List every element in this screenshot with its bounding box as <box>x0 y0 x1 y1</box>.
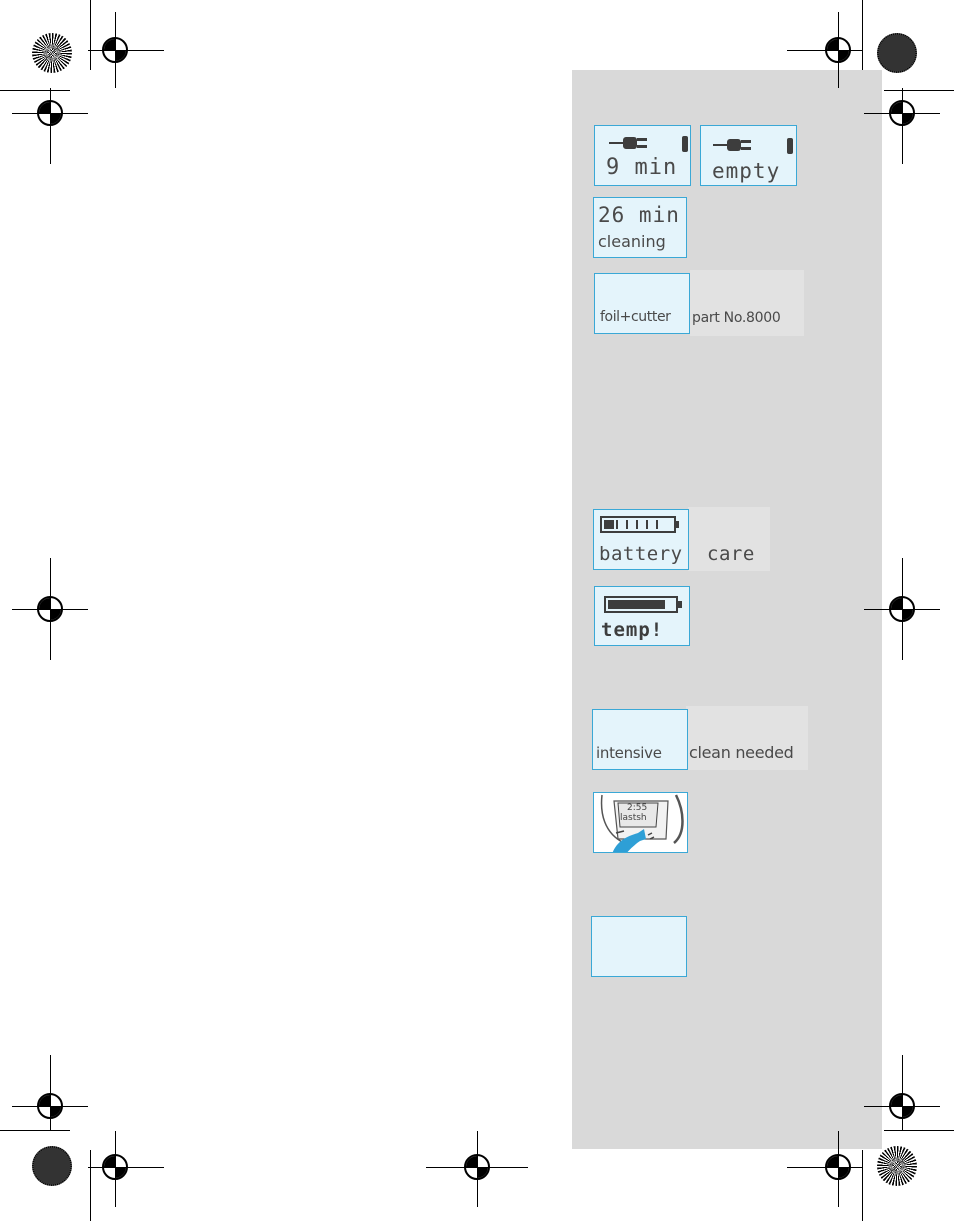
lcd-charging-display <box>594 125 691 186</box>
trim-line <box>0 90 70 91</box>
thumb-time-text: 2:55 <box>627 803 648 813</box>
shaver-illustration <box>594 793 688 853</box>
shaver-thumbnail <box>593 792 688 853</box>
care-text: care <box>707 543 755 565</box>
intensive-text: intensive <box>596 744 662 762</box>
lcd-temp-display <box>594 586 690 646</box>
trim-line <box>884 1130 954 1131</box>
lcd-blank-display <box>591 916 687 977</box>
battery-icon <box>604 596 678 613</box>
temp-text: temp! <box>601 619 664 641</box>
clean-needed-text: clean needed <box>689 743 794 762</box>
battery-tip <box>678 601 682 608</box>
lcd-empty-display <box>700 125 797 186</box>
trim-line <box>0 1130 70 1131</box>
trim-line <box>90 0 91 70</box>
trim-line <box>862 0 863 70</box>
trim-line <box>862 1150 863 1221</box>
battery-end-icon <box>787 138 793 154</box>
plug-icon <box>713 137 753 153</box>
trim-line <box>90 1150 91 1221</box>
empty-text: empty <box>712 159 781 183</box>
cleaning-minutes-text: 26 min <box>598 203 680 227</box>
lcd-cleaning-display <box>593 197 687 258</box>
trim-line <box>884 90 954 91</box>
battery-end-icon <box>682 136 688 152</box>
rosette-icon <box>32 33 72 73</box>
lcd-foil-cutter-display <box>594 273 690 334</box>
battery-tip <box>676 521 679 528</box>
charge-minutes-text: 9 min <box>606 155 678 180</box>
battery-icon <box>600 516 676 533</box>
rosette-icon <box>877 1146 917 1186</box>
part-number-text: part No.8000 <box>692 310 781 326</box>
thumb-last-text: lastsh <box>620 813 647 823</box>
lcd-intensive-display <box>592 709 688 770</box>
plug-icon <box>609 135 649 151</box>
cleaning-text: cleaning <box>598 232 666 251</box>
rosette-icon <box>877 33 917 73</box>
rosette-icon <box>32 1146 72 1186</box>
battery-text: battery <box>599 543 683 565</box>
lcd-part-number-bg <box>690 270 804 336</box>
foil-cutter-text: foil+cutter <box>600 309 671 325</box>
